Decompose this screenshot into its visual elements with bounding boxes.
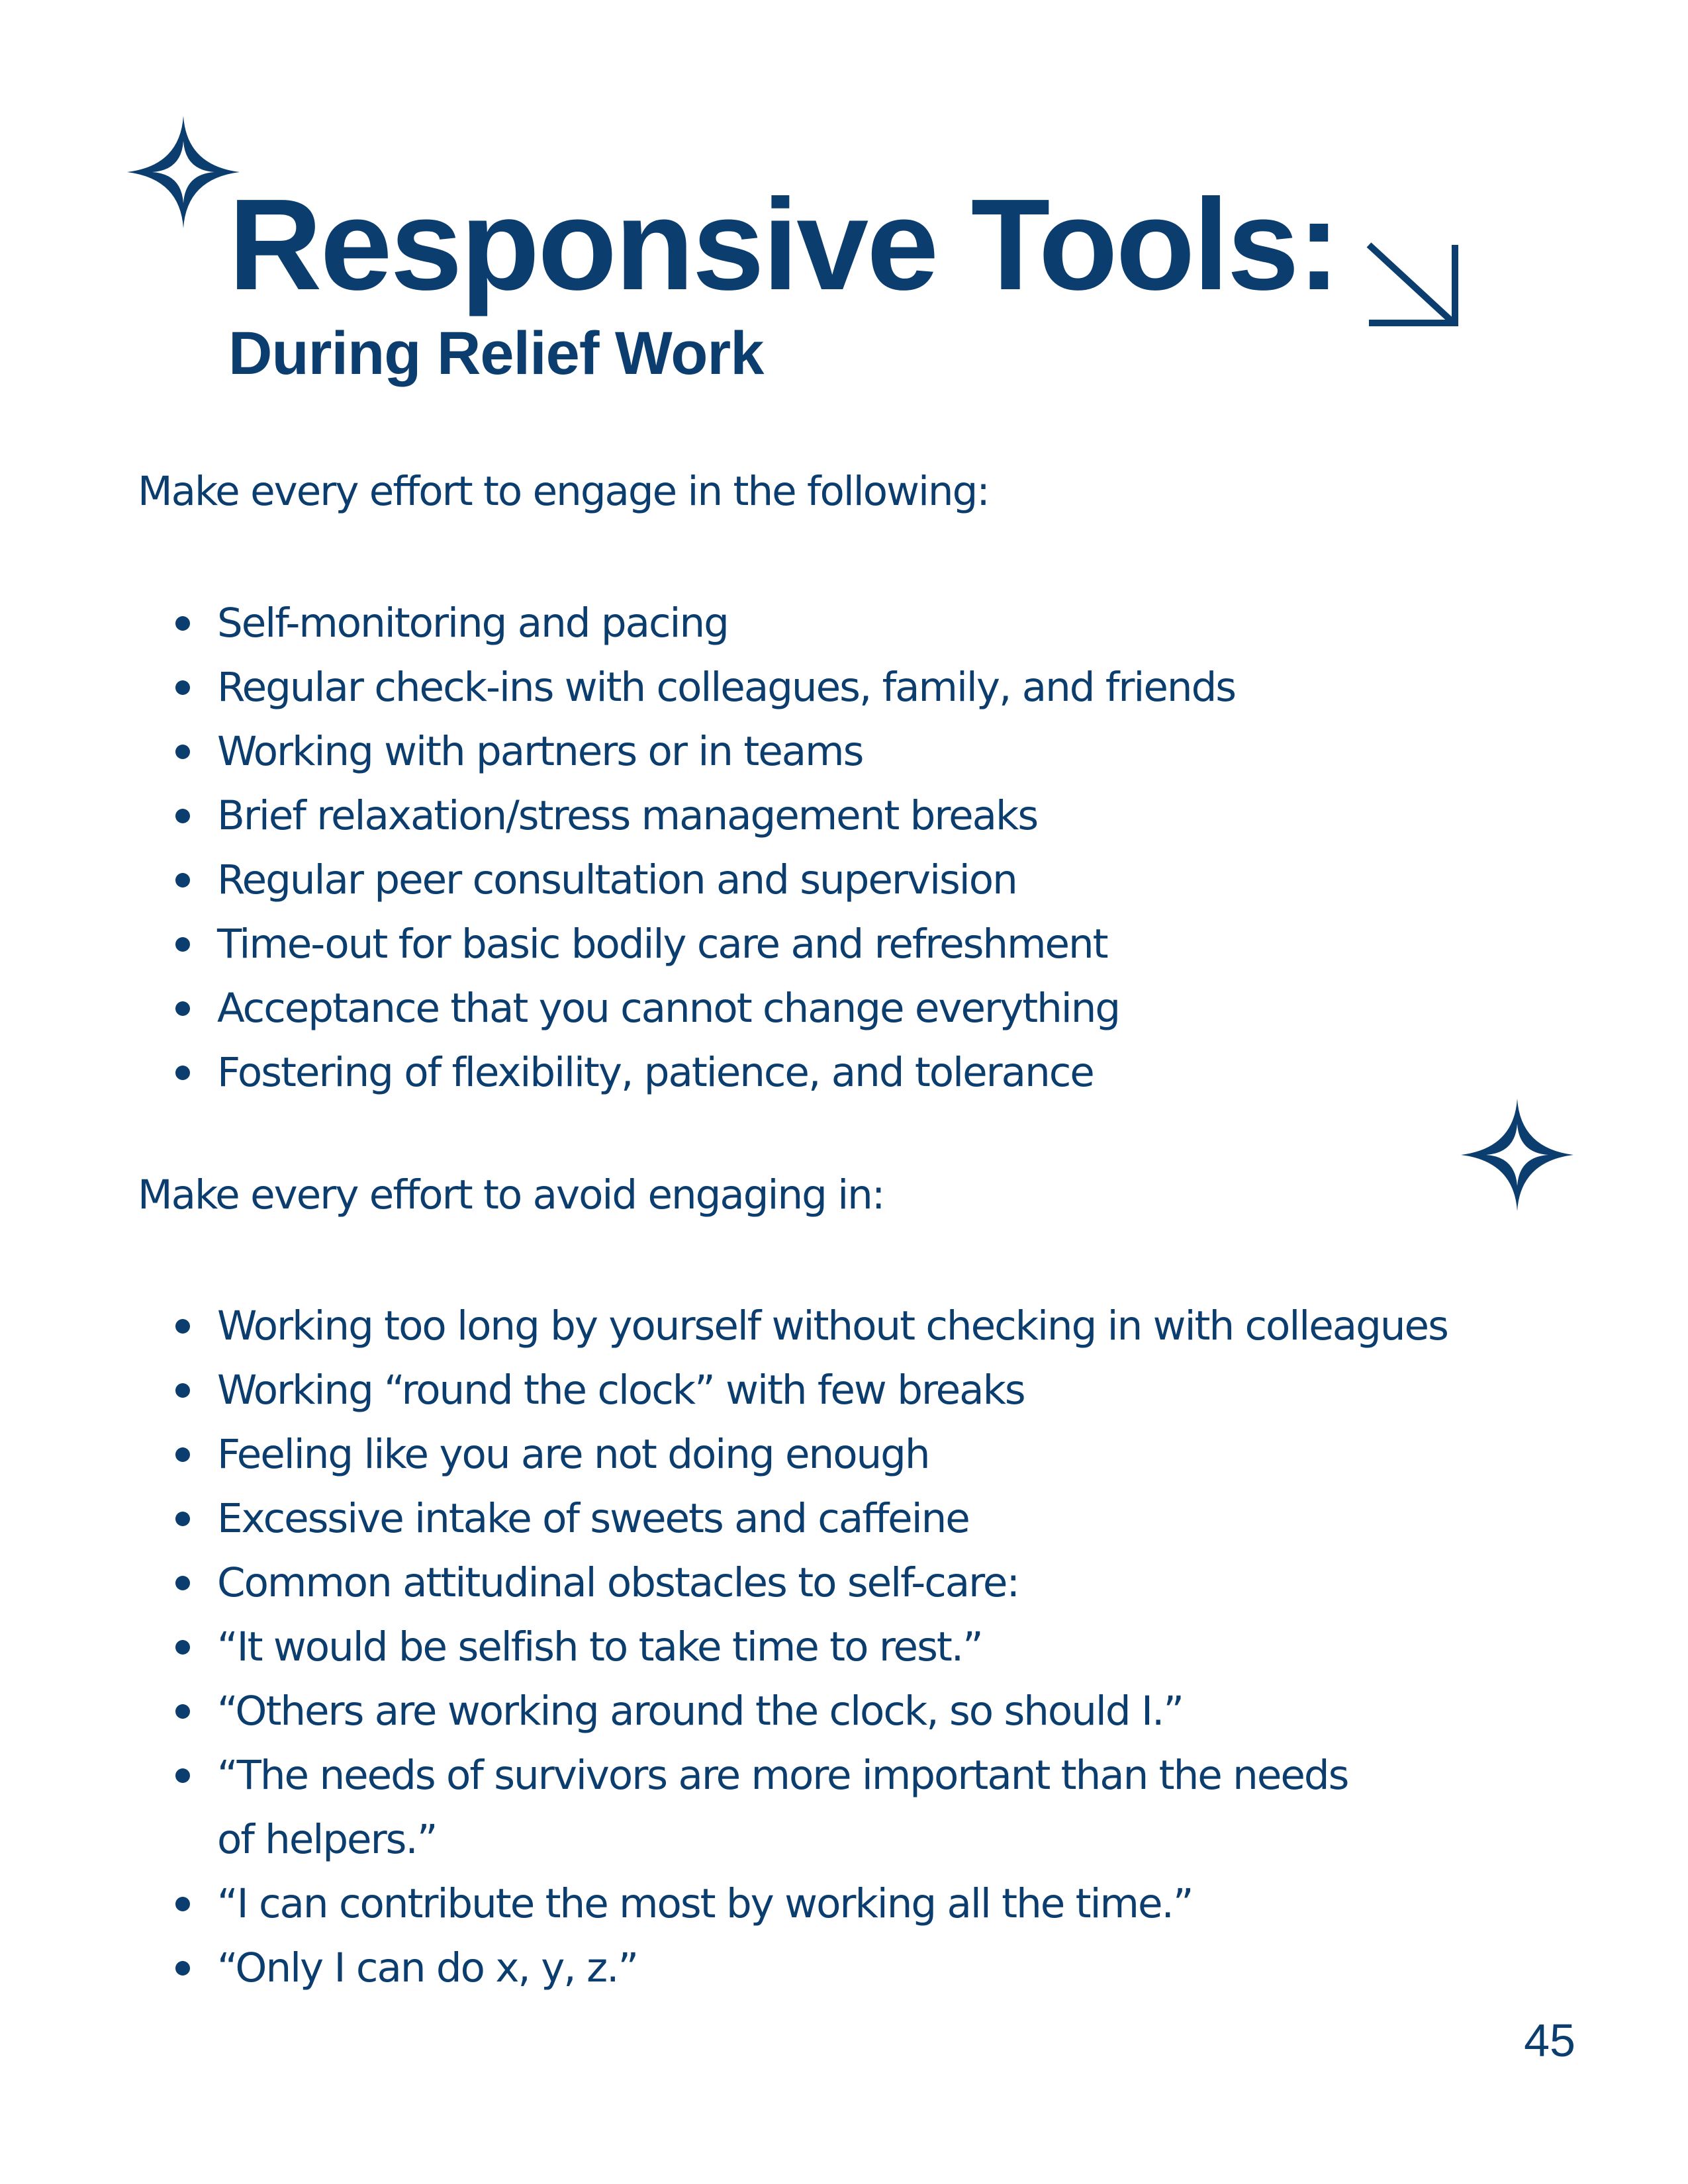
bullet-icon <box>175 873 190 887</box>
bullet-icon <box>175 809 190 823</box>
bullet-icon <box>175 1447 190 1462</box>
sparkle-star-icon <box>1461 1099 1573 1211</box>
arrow-down-right-icon <box>1362 238 1462 331</box>
avoid-list <box>0 1294 1475 2000</box>
bullet-icon <box>175 680 190 695</box>
list-item: Working “round the clock” with few breaks <box>0 1358 1475 1422</box>
list-item: Regular check-ins with colleagues, family, and friends <box>0 655 1475 719</box>
list-item: “Others are working around the clock, so should I.” <box>0 1679 1475 1743</box>
engage-lead: Make every effort to engage in the following: <box>138 468 989 515</box>
sparkle-star-icon <box>127 116 240 228</box>
avoid-lead: Make every effort to avoid engaging in: <box>138 1171 884 1218</box>
bullet-icon <box>175 745 190 759</box>
bullet-icon <box>175 616 190 631</box>
engage-list <box>0 591 1475 1105</box>
bullet-icon <box>175 1640 190 1655</box>
bullet-icon <box>175 1704 190 1719</box>
list-item: Feeling like you are not doing enough <box>0 1422 1475 1486</box>
list-item: “It would be selfish to take time to rest.” <box>0 1615 1475 1679</box>
bullet-icon <box>175 1512 190 1526</box>
list-item: Acceptance that you cannot change everything <box>0 976 1475 1040</box>
bullet-icon <box>175 1897 190 1911</box>
bullet-icon <box>175 1066 190 1080</box>
bullet-icon <box>175 1319 190 1334</box>
list-item: Excessive intake of sweets and caffeine <box>0 1486 1475 1551</box>
bullet-icon <box>175 1961 190 1976</box>
list-item: Regular peer consultation and supervision <box>0 848 1475 912</box>
list-item: Fostering of flexibility, patience, and tolerance <box>0 1040 1475 1105</box>
list-item: “I can contribute the most by working all the time.” <box>0 1872 1475 1936</box>
page-subtitle: During Relief Work <box>228 320 764 387</box>
page-title: Responsive Tools: <box>228 172 1339 317</box>
list-item: Working too long by yourself without checking in with colleagues <box>0 1294 1475 1358</box>
page-number: 45 <box>1524 2015 1575 2066</box>
list-item: Self-monitoring and pacing <box>0 591 1475 655</box>
bullet-icon <box>175 1001 190 1016</box>
bullet-icon <box>175 1383 190 1398</box>
list-item: Brief relaxation/stress management breaks <box>0 784 1475 848</box>
bullet-icon <box>175 1768 190 1783</box>
list-item: “Only I can do x, y, z.” <box>0 1936 1475 2000</box>
bullet-icon <box>175 937 190 952</box>
bullet-icon <box>175 1576 190 1590</box>
list-item: “The needs of survivors are more important than the needs of helpers.” <box>0 1743 1395 1872</box>
list-item: Common attitudinal obstacles to self-care: <box>0 1551 1475 1615</box>
list-item: Working with partners or in teams <box>0 719 1475 784</box>
list-item: Time-out for basic bodily care and refreshment <box>0 912 1475 976</box>
